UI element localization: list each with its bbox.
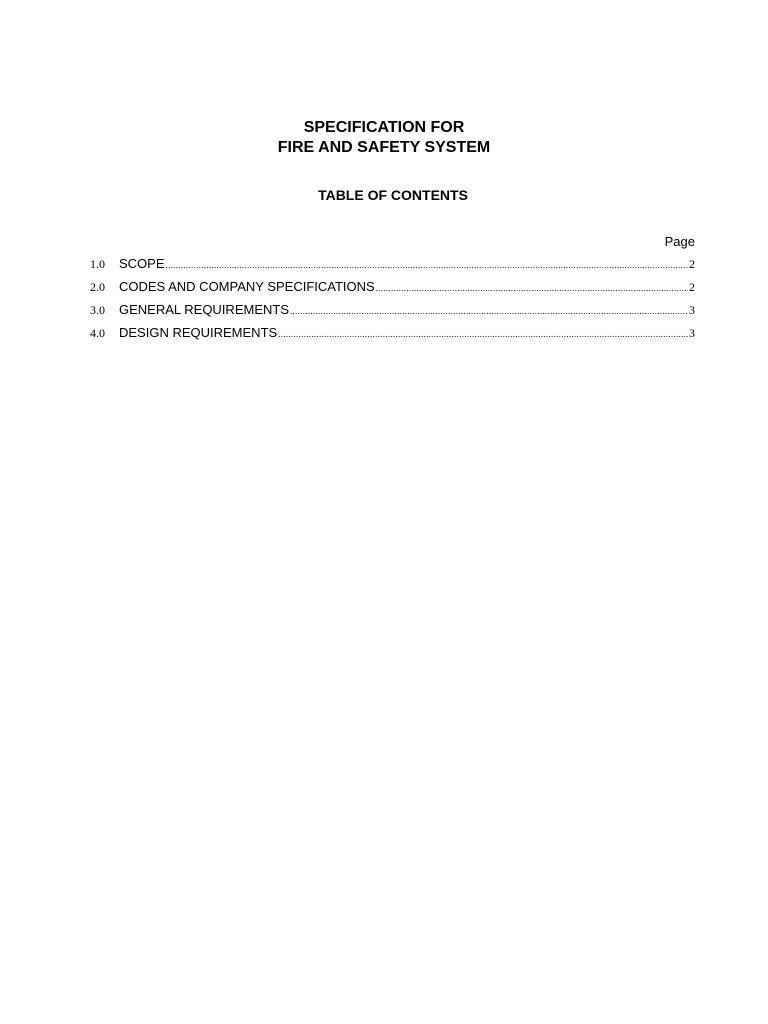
toc-entry-title: CODES AND COMPANY SPECIFICATIONS (119, 279, 375, 294)
toc-entry-title: SCOPE (119, 256, 165, 271)
toc-entry-number: 2.0 (90, 280, 105, 294)
toc-entry-page: 3 (689, 303, 695, 317)
toc-entry-number: 3.0 (90, 303, 105, 317)
toc-entry-page: 2 (689, 280, 695, 294)
document-title-line-2: FIRE AND SAFETY SYSTEM (277, 139, 491, 156)
toc-dot-leader (278, 326, 688, 342)
toc-entry-scope[interactable] (90, 256, 695, 279)
toc-dot-leader (376, 280, 688, 296)
document-title-line-1: SPECIFICATION FOR (303, 119, 465, 136)
toc-entry-title: GENERAL REQUIREMENTS (119, 302, 289, 317)
toc-page-column-label: Page (664, 234, 695, 249)
toc-dot-leader (290, 303, 688, 319)
toc-list (90, 256, 695, 348)
toc-entry-number: 1.0 (90, 257, 105, 271)
toc-entry-design-requirements[interactable] (90, 325, 695, 348)
toc-heading: TABLE OF CONTENTS (318, 187, 468, 203)
toc-entry-page: 2 (689, 257, 695, 271)
toc-dot-leader (166, 257, 688, 273)
toc-entry-codes-and-company-specifications[interactable] (90, 279, 695, 302)
toc-entry-title: DESIGN REQUIREMENTS (119, 325, 278, 340)
toc-entry-page: 3 (689, 326, 695, 340)
toc-entry-number: 4.0 (90, 326, 105, 340)
toc-entry-general-requirements[interactable] (90, 302, 695, 325)
